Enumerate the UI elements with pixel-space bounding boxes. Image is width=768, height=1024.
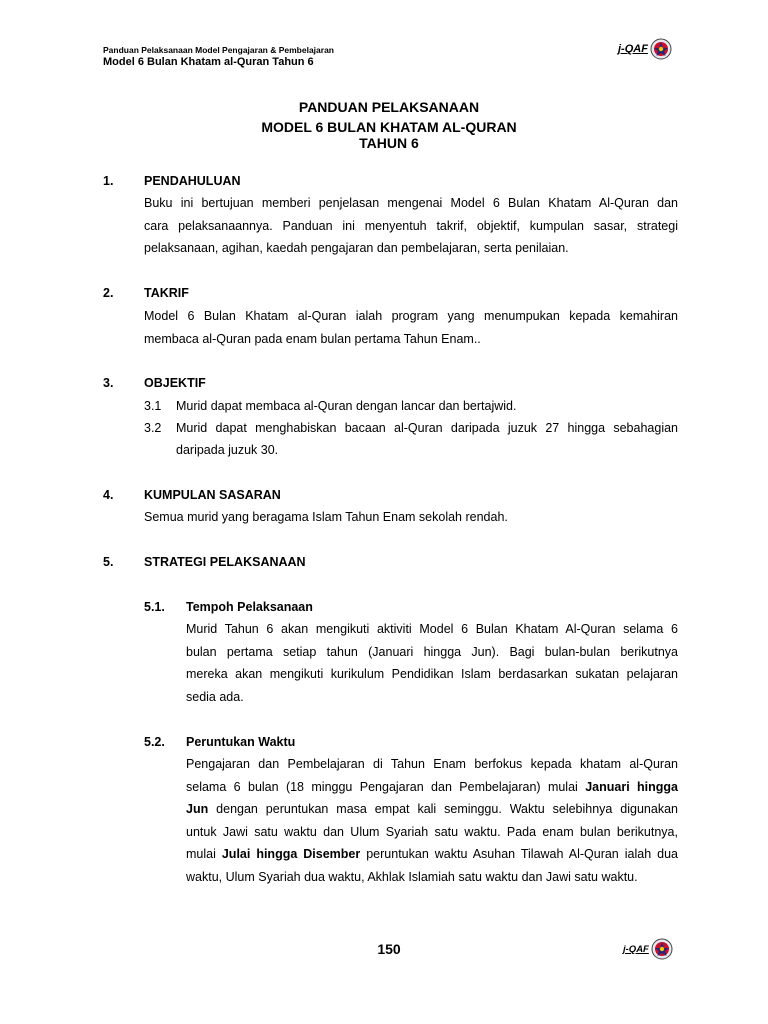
- line-text: dengan peruntukan masa empat kali seminggu. Waktu selebihnya digunakan: [216, 802, 678, 816]
- subsection-heading: Tempoh Pelaksanaan: [186, 600, 313, 614]
- subsection-paragraph: [186, 618, 678, 708]
- section-number: 4.: [103, 488, 114, 502]
- footer-logo: [623, 938, 673, 960]
- paragraph-line: Murid Tahun 6 akan mengikuti aktiviti Model 6 Bulan Khatam Al-Quran selama 6: [186, 622, 678, 636]
- subsection-number: 5.1.: [144, 600, 165, 614]
- objective-item: [144, 395, 678, 417]
- paragraph-line: cara pelaksanaannya. Panduan ini menyentuh takrif, objektif, kumpulan sasar, strategi: [144, 218, 678, 233]
- paragraph-line: pelaksanaan, agihan, kaedah pengajaran dan pembelajaran, serta penilaian.: [144, 241, 569, 255]
- section-heading: PENDAHULUAN: [144, 174, 241, 188]
- section-heading: OBJEKTIF: [144, 376, 206, 390]
- line-text: selama 6 bulan (18 minggu Pengajaran dan Pembelajaran) mulai: [186, 779, 578, 794]
- objective-text: Murid dapat membaca al-Quran dengan lancar dan bertajwid.: [176, 399, 517, 413]
- paragraph-line: sedia ada.: [186, 689, 244, 704]
- logo-text: j-QAF: [618, 43, 648, 55]
- paragraph-line: [186, 798, 678, 821]
- paragraph-line: membaca al-Quran pada enam bulan pertama Tahun Enam..: [144, 331, 481, 346]
- page-number: 150: [377, 941, 401, 957]
- line-text: peruntukan waktu Asuhan Tilawah Al-Quran ialah dua: [366, 847, 678, 861]
- paragraph-line: Pengajaran dan Pembelajaran di Tahun Enam berfokus kepada khatam al-Quran: [186, 757, 678, 771]
- paragraph-line: [186, 776, 678, 799]
- section-number: 2.: [103, 286, 114, 300]
- paragraph-line: Buku ini bertujuan memberi penjelasan mengenai Model 6 Bulan Khatam Al-Quran dan: [144, 196, 678, 210]
- emphasis-text: Januari hingga: [585, 779, 679, 794]
- section-number: 1.: [103, 174, 114, 188]
- line-text: mulai: [186, 847, 216, 861]
- section-paragraph: [144, 506, 678, 529]
- subsection-heading: Peruntukan Waktu: [186, 735, 296, 749]
- doc-title-line2: MODEL 6 BULAN KHATAM AL-QURAN: [261, 119, 517, 135]
- logo-text: j-QAF: [623, 943, 649, 955]
- header-subtitle: Panduan Pelaksanaan Model Pengajaran & Pembelajaran: [103, 45, 335, 55]
- paragraph-line: [186, 843, 678, 866]
- header-title: Model 6 Bulan Khatam al-Quran Tahun 6: [103, 56, 314, 68]
- doc-title-line1: PANDUAN PELAKSANAAN: [298, 99, 480, 115]
- objective-item: [144, 417, 678, 461]
- emphasis-text: Julai hingga Disember: [221, 847, 361, 861]
- doc-title-line3: TAHUN 6: [359, 135, 419, 151]
- objective-number: 3.1: [144, 399, 162, 413]
- paragraph-line: bulan pertama setiap tahun (Januari hingga Jun). Bagi bulan-bulan berikutnya: [186, 644, 678, 659]
- paragraph-line: Model 6 Bulan Khatam al-Quran ialah program yang menumpukan kepada kemahiran: [144, 309, 678, 323]
- objective-text: Murid dapat menghabiskan bacaan al-Quran daripada juzuk 27 hingga sebahagian daripada juzuk 30.: [176, 421, 678, 457]
- paragraph-line: Semua murid yang beragama Islam Tahun Enam sekolah rendah.: [144, 510, 508, 524]
- objective-number: 3.2: [144, 421, 162, 435]
- section-heading: TAKRIF: [144, 286, 189, 300]
- section-paragraph: [144, 305, 678, 350]
- header-logo: [618, 38, 672, 60]
- paragraph-line: waktu, Ulum Syariah dua waktu, Akhlak Islamiah satu waktu dan Jawi satu waktu.: [186, 869, 638, 884]
- emblem-icon: [650, 38, 672, 60]
- section-number: 3.: [103, 376, 114, 390]
- section-heading: KUMPULAN SASARAN: [144, 488, 281, 502]
- section-number: 5.: [103, 555, 114, 569]
- paragraph-line: mereka akan mengikuti kurikulum Pendidikan Islam berdasarkan sukatan pelajaran: [186, 667, 678, 681]
- emphasis-text: Jun: [186, 802, 209, 816]
- subsection-paragraph: [186, 753, 678, 888]
- subsection-number: 5.2.: [144, 735, 165, 749]
- section-paragraph: [144, 192, 678, 260]
- section-heading: STRATEGI PELAKSANAAN: [144, 555, 306, 569]
- paragraph-line: untuk Jawi satu waktu dan Ulum Syariah satu waktu. Pada enam bulan berikutnya,: [186, 824, 678, 839]
- emblem-icon: [651, 938, 673, 960]
